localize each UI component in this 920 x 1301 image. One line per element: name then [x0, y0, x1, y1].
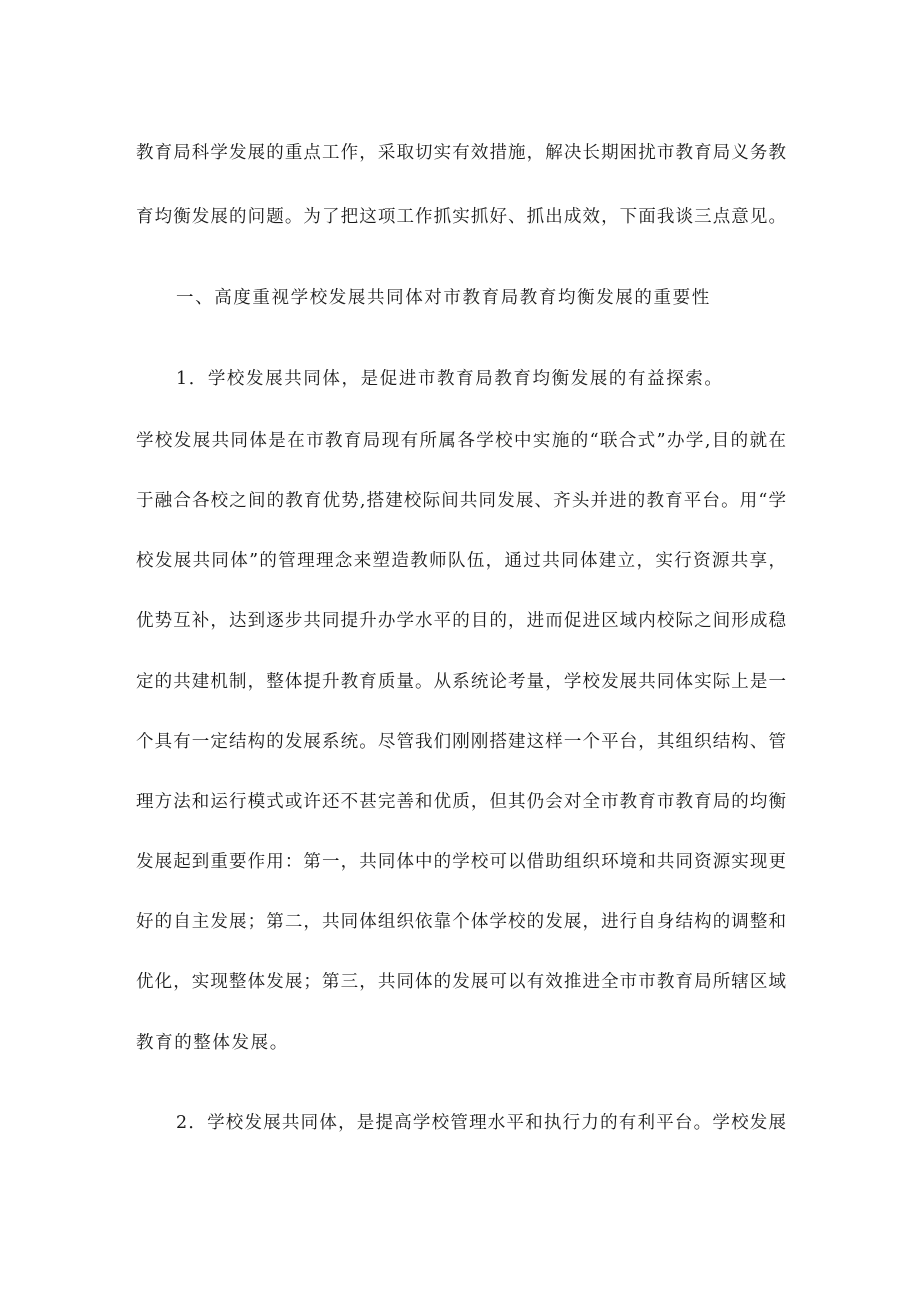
intro-line-2: 育均衡发展的问题。为了把这项工作抓实抓好、抓出成效，下面我谈三点意见。	[136, 207, 786, 227]
body-line-2: 于融合各校之间的教育优势,搭建校际间共同发展、齐头并进的教育平台。用“学	[136, 491, 786, 511]
section-heading-1: 一、高度重视学校发展共同体对市教育局教育均衡发展的重要性	[176, 288, 711, 308]
body-line-1: 学校发展共同体是在市教育局现有所属各学校中实施的“联合式”办学,目的就在	[136, 431, 786, 451]
body-line-9: 好的自主发展；第二，共同体组织依靠个体学校的发展，进行自身结构的调整和	[136, 912, 786, 932]
body-line-6: 个具有一定结构的发展系统。尽管我们刚刚搭建这样一个平台，其组织结构、管	[136, 732, 786, 752]
body-line-5: 定的共建机制，整体提升教育质量。从系统论考量，学校发展共同体实际上是一	[136, 672, 786, 692]
body-line-4: 优势互补，达到逐步共同提升办学水平的目的，进而促进区域内校际之间形成稳	[136, 611, 786, 631]
body-line-8: 发展起到重要作用：第一，共同体中的学校可以借助组织环境和共同资源实现更	[136, 852, 786, 872]
subheading-1: 1．学校发展共同体，是促进市教育局教育均衡发展的有益探索。	[176, 369, 724, 389]
body-line-7: 理方法和运行模式或许还不甚完善和优质，但其仍会对全市教育市教育局的均衡	[136, 792, 786, 812]
subheading-2: 2．学校发展共同体，是提高学校管理水平和执行力的有利平台。学校发展	[176, 1113, 786, 1133]
body-line-10: 优化，实现整体发展；第三，共同体的发展可以有效推进全市市教育局所辖区域	[136, 972, 786, 992]
body-line-11: 教育的整体发展。	[136, 1033, 289, 1053]
body-line-3: 校发展共同体”的管理理念来塑造教师队伍，通过共同体建立，实行资源共享，	[136, 551, 786, 571]
intro-line-1: 教育局科学发展的重点工作，采取切实有效措施，解决长期困扰市教育局义务教	[136, 143, 786, 163]
